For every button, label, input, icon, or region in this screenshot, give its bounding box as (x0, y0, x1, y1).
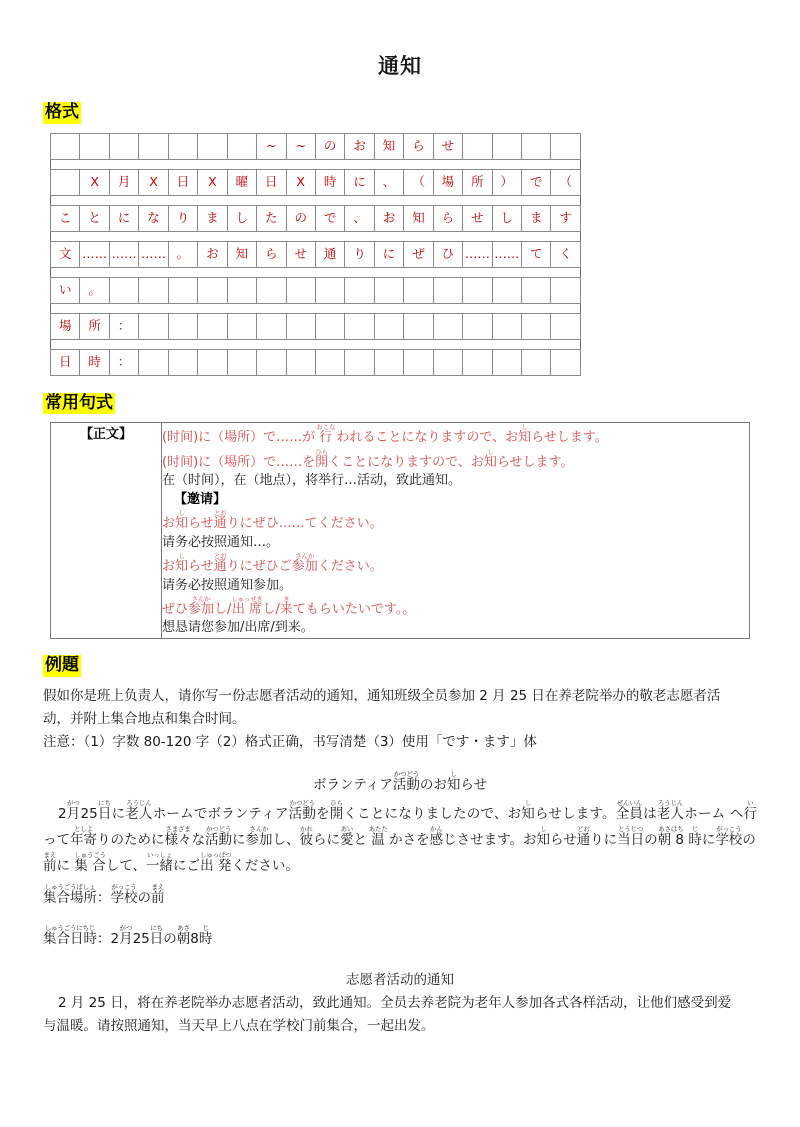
format-grid-cell[interactable]: に (109, 205, 138, 231)
format-grid-cell[interactable] (168, 313, 197, 339)
format-grid-cell[interactable] (551, 277, 580, 303)
phrase-line: (时间)に（場所）で……を開ひらくことになりますので、お知しらせします。 (162, 447, 574, 470)
format-grid-cell[interactable]: こ (51, 205, 80, 231)
format-grid-cell[interactable] (286, 349, 315, 375)
format-grid-cell[interactable] (433, 277, 462, 303)
furigana: し (521, 798, 535, 807)
format-grid-cell[interactable] (198, 349, 227, 375)
ruby-text: 知し (521, 798, 535, 822)
furigana: あたた (368, 824, 388, 833)
ruby-text: 愛あい (340, 824, 354, 848)
format-grid-cell[interactable]: （ (404, 169, 433, 195)
format-grid-cell[interactable]: の (286, 205, 315, 231)
format-grid-cell[interactable] (374, 313, 403, 339)
furigana: しゅうごうにちじ (43, 924, 97, 933)
example-prompt-block (43, 685, 757, 755)
format-grid-cell[interactable]: ぜ (404, 241, 433, 267)
format-grid-cell[interactable]: X (80, 169, 109, 195)
format-grid-row (51, 169, 581, 195)
example-prompt-line-2: 动，并附上集合地点和集合时间。 (43, 710, 246, 727)
format-grid-cell[interactable]: し (227, 205, 256, 231)
format-grid-cell[interactable]: す (551, 205, 580, 231)
format-grid-cell[interactable]: X (198, 169, 227, 195)
japanese-answer-paragraph (43, 799, 757, 880)
phrase-line: 请务必按照通知参加。 (162, 577, 293, 593)
format-grid-cell[interactable] (139, 349, 168, 375)
ruby-text: 活動かつどう (205, 824, 232, 848)
format-grid-cell[interactable]: 所 (463, 169, 492, 195)
format-grid-spacer-row (51, 303, 581, 313)
section-heading-example-row (0, 655, 800, 677)
ruby-text: 集合日時しゅうごうにちじ (43, 924, 97, 948)
format-grid-cell[interactable] (139, 313, 168, 339)
format-grid-cell[interactable] (51, 169, 80, 195)
furigana: ぜんいん (615, 798, 643, 807)
chinese-answer-line-1: 2 月 25 日，将在养老院举办志愿者活动，致此通知。全员去养老院为老年人参加各式各样活动，让他们感受到爱 (58, 995, 732, 1012)
chinese-answer-block (43, 968, 757, 1039)
format-grid-cell[interactable] (522, 349, 551, 375)
format-grid-cell[interactable]: 知 (227, 241, 256, 267)
format-grid-row (51, 133, 581, 159)
japanese-answer-line: 2月がつ25日にちに老人ろうじんホームでボランティア活動かつどうを開ひらくことになりましたので、お知しらせします。全員ぜんいんは老人ろうじんホーム (58, 798, 726, 822)
furigana: かん (429, 824, 444, 833)
ruby-text: 行おこな (316, 423, 336, 446)
format-grid-cell[interactable] (315, 277, 344, 303)
format-grid-cell[interactable]: ま (522, 205, 551, 231)
format-grid-cell[interactable]: し (492, 205, 521, 231)
ruby-text: 全員ぜんいん (615, 798, 644, 822)
ruby-text: 通どお (576, 824, 591, 848)
format-grid-cell[interactable]: 月 (109, 169, 138, 195)
format-grid-cell[interactable]: 日 (257, 169, 286, 195)
section-heading-phrases-row (0, 393, 800, 415)
format-grid-cell[interactable] (198, 313, 227, 339)
ruby-text: 時じ (198, 924, 213, 948)
ruby-text: 知し (175, 509, 189, 532)
ruby-text: 彼かれ (299, 824, 313, 848)
format-grid-cell[interactable] (80, 133, 109, 159)
format-grid-table (50, 133, 581, 376)
format-grid-cell[interactable]: な (139, 205, 168, 231)
ruby-text: 知し (446, 770, 461, 794)
furigana: まえ (43, 850, 57, 859)
phrase-line-list (162, 423, 749, 638)
format-grid-cell[interactable]: X (286, 169, 315, 195)
format-grid-cell[interactable] (257, 349, 286, 375)
format-grid-cell[interactable]: で (315, 205, 344, 231)
ruby-text: 知し (175, 552, 189, 575)
format-grid-cell[interactable]: お (345, 133, 374, 159)
format-grid-row (51, 241, 581, 267)
furigana: じ (688, 824, 702, 833)
format-grid-cell[interactable]: …… (492, 241, 521, 267)
furigana: おこな (316, 423, 336, 432)
format-grid-cell[interactable]: た (257, 205, 286, 231)
format-grid-cell[interactable]: せ (463, 205, 492, 231)
ruby-text: 通とお (213, 552, 227, 575)
ruby-text: 前まえ (151, 882, 165, 906)
format-grid-cell[interactable]: 日 (168, 169, 197, 195)
format-grid-row (51, 277, 581, 303)
ruby-text: 出 発しゅっぱつ (199, 850, 232, 874)
furigana: しゅっせき (231, 595, 263, 603)
format-grid-cell[interactable] (168, 133, 197, 159)
furigana: かつどう (392, 770, 420, 779)
furigana: あい (340, 824, 354, 833)
ruby-text: 参加さんか (245, 824, 273, 848)
format-grid-cell[interactable]: ~ (257, 133, 286, 159)
ruby-text: 参加さんか (291, 552, 318, 575)
format-grid-cell[interactable] (522, 133, 551, 159)
format-grid-cell[interactable] (198, 133, 227, 159)
ruby-text: 感かん (429, 824, 444, 848)
furigana: し (175, 552, 189, 561)
ruby-text: 月がつ (119, 924, 133, 948)
furigana: しゅっぱつ (199, 850, 232, 859)
furigana: あさ (176, 924, 191, 933)
page-title: 通知 (378, 53, 422, 78)
format-grid-cell[interactable] (109, 277, 138, 303)
format-grid-row (51, 205, 581, 231)
format-grid-cell[interactable]: 、 (345, 205, 374, 231)
phrase-table (50, 422, 750, 639)
format-grid-cell[interactable]: ら (433, 205, 462, 231)
format-grid-cell[interactable] (551, 133, 580, 159)
furigana: ろうじん (656, 798, 685, 807)
format-grid-cell[interactable] (404, 313, 433, 339)
format-grid-cell[interactable]: …… (463, 241, 492, 267)
furigana: しゅうごうばしょ (43, 882, 97, 891)
ruby-text: 集合場所しゅうごうばしょ (43, 882, 97, 906)
ruby-text: 時じ (688, 824, 702, 848)
ruby-text: 通とお (213, 509, 227, 532)
ruby-text: 活動かつどう (288, 798, 317, 822)
furigana: じ (198, 924, 213, 933)
section-heading-phrases: 常用句式 (45, 392, 113, 413)
format-grid-cell[interactable]: ~ (286, 133, 315, 159)
phrase-line: 在（时间），在（地点），将举行…活动，致此通知。 (162, 473, 462, 489)
ruby-text: 温あたた (368, 824, 388, 848)
format-grid-spacer-row (51, 339, 581, 349)
format-grid-cell[interactable] (168, 277, 197, 303)
format-grid-cell[interactable] (433, 313, 462, 339)
format-grid-cell[interactable]: …… (139, 241, 168, 267)
japanese-answer-meeting-datetime: 集合日時しゅうごうにちじ：2月がつ25日にちの朝あさ8時じ (43, 924, 213, 948)
format-grid-cell[interactable] (286, 313, 315, 339)
phrase-line: お知しらせ通とおりにぜひご参加さんかください。 (162, 552, 383, 575)
format-grid-cell[interactable] (286, 277, 315, 303)
format-grid-cell[interactable] (404, 349, 433, 375)
format-grid-cell[interactable]: 時 (80, 349, 109, 375)
phrase-line: 想恳请您参加/出席/到来。 (162, 620, 314, 636)
furigana: かれ (299, 824, 313, 833)
format-grid-cell[interactable] (227, 133, 256, 159)
format-grid-cell[interactable]: り (168, 205, 197, 231)
format-grid-cell[interactable] (198, 277, 227, 303)
format-grid-cell[interactable] (463, 277, 492, 303)
japanese-answer-meeting-place: 集合場所しゅうごうばしょ：学校がっこうの前まえ (43, 882, 165, 906)
format-grid-cell[interactable] (109, 133, 138, 159)
format-grid-cell[interactable] (227, 349, 256, 375)
format-grid-cell[interactable]: い (51, 277, 80, 303)
section-heading-example: 例題 (45, 654, 79, 675)
furigana: し (518, 423, 532, 432)
furigana: いっしょ (145, 850, 173, 859)
ruby-text: 年寄としよ (70, 824, 97, 848)
chinese-answer-line-2: 与温暖。请按照通知，当天早上八点在学校门前集合，一起出发。 (43, 1018, 435, 1035)
phrase-line: お知しらせ通とおりにぜひ……てください。 (162, 509, 383, 532)
format-grid-cell[interactable]: 、 (374, 169, 403, 195)
phrase-label-cell: 【正文】 (51, 423, 162, 639)
format-grid-cell[interactable] (315, 349, 344, 375)
phrase-line: (时间)に（場所）で……が 行おこな われることになりますので、お知しらせします。 (162, 423, 608, 446)
phrase-line: 请务必按照通知…。 (162, 534, 280, 550)
furigana: どお (576, 824, 591, 833)
ruby-text: 日にち (97, 798, 112, 822)
ruby-text: 老人ろうじん (125, 798, 153, 822)
format-grid-cell[interactable]: せ (433, 133, 462, 159)
example-notice-line: 注意：（1）字数 80-120 字（2）格式正确，书写清楚（3）使用「です・ます」体 (43, 734, 537, 751)
japanese-answer-line: へ行いって年寄としよりのために様々さまざまな活動かつどうに参加さんかし、彼かれらに愛あいと 温あたた かさを感かんじさせます。お知しらせ通どおりに当日とうじつの朝 8あさはち (43, 798, 758, 848)
format-grid-spacer-row (51, 267, 581, 277)
furigana: さまざま (164, 824, 192, 833)
ruby-text: 一緒いっしょ (145, 850, 173, 874)
ruby-text: 知し (536, 824, 551, 848)
format-grid-cell[interactable] (433, 349, 462, 375)
format-grid-cell[interactable] (51, 133, 80, 159)
furigana: あさはち (657, 824, 685, 833)
ruby-text: 月がつ (66, 798, 81, 822)
format-grid-cell[interactable] (227, 313, 256, 339)
format-grid-cell[interactable]: ） (492, 169, 521, 195)
furigana: がつ (119, 924, 133, 933)
ruby-text: 老人ろうじん (656, 798, 685, 822)
format-grid-spacer-cell (51, 267, 581, 277)
japanese-answer-line: 時じに学校がっこうの前まえに 集 合しゅうごうして、一緒いっしょにご出 発しゅっぱつください。 (43, 824, 756, 874)
format-grid-cell[interactable]: 場 (51, 313, 80, 339)
format-grid-cell[interactable]: ： (109, 349, 138, 375)
furigana: ろうじん (125, 798, 153, 807)
format-grid-cell[interactable]: で (522, 169, 551, 195)
furigana: し (483, 447, 497, 456)
ruby-text: 様々さまざま (164, 824, 192, 848)
phrase-table-row (51, 423, 750, 639)
format-grid-cell[interactable]: ら (257, 241, 286, 267)
format-grid-cell[interactable]: に (345, 169, 374, 195)
phrase-line: 【邀请】 (174, 491, 227, 507)
format-grid-cell[interactable]: 所 (80, 313, 109, 339)
ruby-text: 朝あさ (176, 924, 191, 948)
furigana: まえ (151, 882, 165, 891)
ruby-text: 出 席しゅっせき (231, 595, 263, 617)
furigana: にち (97, 798, 112, 807)
format-grid-spacer-row (51, 159, 581, 169)
format-grid-body (51, 133, 581, 375)
format-grid-cell[interactable]: 知 (404, 205, 433, 231)
format-grid-cell[interactable]: （ (551, 169, 580, 195)
furigana: ひら (315, 447, 329, 456)
format-grid-wrapper (50, 133, 572, 376)
chinese-answer-title: 志愿者活动的通知 (346, 971, 454, 988)
furigana: しゅうごう (74, 850, 106, 859)
furigana: さんか (245, 824, 273, 833)
format-grid-cell[interactable] (345, 313, 374, 339)
format-grid-cell[interactable]: ひ (433, 241, 462, 267)
furigana: し (175, 509, 189, 518)
format-grid-spacer-cell (51, 195, 581, 205)
ruby-text: 知し (483, 447, 497, 470)
format-grid-cell[interactable] (374, 277, 403, 303)
format-grid-cell[interactable] (551, 313, 580, 339)
furigana: ひら (329, 798, 344, 807)
furigana: とうじつ (617, 824, 645, 833)
phrase-line: ぜひ参加さんかし/出 席しゅっせきし/来きてもらいたいです。。 (162, 595, 416, 617)
format-grid-cell[interactable] (522, 277, 551, 303)
format-grid-cell[interactable]: ら (404, 133, 433, 159)
format-grid-cell[interactable]: …… (80, 241, 109, 267)
format-grid-cell[interactable] (345, 349, 374, 375)
phrase-body-cell (162, 423, 750, 639)
furigana: としよ (70, 824, 97, 833)
ruby-text: 前まえ (43, 850, 57, 874)
format-grid-cell[interactable]: お (198, 241, 227, 267)
ruby-text: 来き (279, 595, 293, 617)
format-grid-cell[interactable]: せ (286, 241, 315, 267)
format-grid-cell[interactable] (522, 313, 551, 339)
format-grid-cell[interactable]: ： (109, 313, 138, 339)
ruby-text: 開ひら (329, 798, 344, 822)
format-grid-spacer-row (51, 195, 581, 205)
ruby-text: 活動かつどう (392, 770, 420, 794)
format-grid-cell[interactable] (404, 277, 433, 303)
format-grid-cell[interactable]: 通 (315, 241, 344, 267)
format-grid-cell[interactable] (492, 349, 521, 375)
format-grid-cell[interactable] (257, 313, 286, 339)
japanese-answer-block (43, 770, 757, 953)
format-grid-cell[interactable] (139, 277, 168, 303)
format-grid-cell[interactable]: 文 (51, 241, 80, 267)
format-grid-spacer-cell (51, 303, 581, 313)
furigana: かつどう (205, 824, 232, 833)
furigana: がつ (66, 798, 81, 807)
format-grid-cell[interactable] (168, 349, 197, 375)
format-grid-cell[interactable] (492, 277, 521, 303)
ruby-text: 朝 8あさはち (657, 824, 685, 848)
format-grid-cell[interactable] (257, 277, 286, 303)
furigana: き (279, 595, 293, 603)
format-grid-cell[interactable]: 曜 (227, 169, 256, 195)
ruby-text: 知し (518, 423, 532, 446)
format-grid-cell[interactable] (463, 133, 492, 159)
format-grid-cell[interactable]: 場 (433, 169, 462, 195)
ruby-text: 参加さんか (188, 595, 215, 617)
japanese-answer-title: ボランティア活動かつどうのお知しらせ (312, 770, 488, 794)
format-grid-cell[interactable]: 知 (374, 133, 403, 159)
format-grid-cell[interactable] (463, 313, 492, 339)
format-grid-cell[interactable]: ま (198, 205, 227, 231)
furigana: し (446, 770, 461, 779)
ruby-text: 学校がっこう (715, 824, 743, 848)
format-grid-cell[interactable] (463, 349, 492, 375)
format-grid-spacer-cell (51, 159, 581, 169)
format-grid-cell[interactable]: く (551, 241, 580, 267)
format-grid-cell[interactable]: り (345, 241, 374, 267)
format-grid-row (51, 349, 581, 375)
furigana: がっこう (110, 882, 138, 891)
furigana: し (536, 824, 551, 833)
ruby-text: 学校がっこう (110, 882, 138, 906)
format-grid-cell[interactable]: て (522, 241, 551, 267)
example-prompt-line-1: 假如你是班上负责人，请你写一份志愿者活动的通知，通知班级全员参加 2 月 25 日在养老院举办的敬老志愿者活 (43, 687, 721, 704)
furigana: にち (149, 924, 164, 933)
furigana: さんか (188, 595, 215, 603)
format-grid-cell[interactable] (492, 133, 521, 159)
format-grid-cell[interactable]: 。 (168, 241, 197, 267)
format-grid-cell[interactable] (345, 277, 374, 303)
format-grid-cell[interactable] (139, 133, 168, 159)
format-grid-cell[interactable] (315, 313, 344, 339)
format-grid-spacer-row (51, 231, 581, 241)
format-grid-cell[interactable] (374, 349, 403, 375)
format-grid-cell[interactable]: の (315, 133, 344, 159)
format-grid-cell[interactable]: と (80, 205, 109, 231)
format-grid-spacer-cell (51, 339, 581, 349)
format-grid-cell[interactable]: …… (109, 241, 138, 267)
ruby-text: 日にち (149, 924, 164, 948)
format-grid-cell[interactable]: お (374, 205, 403, 231)
format-grid-cell[interactable] (227, 277, 256, 303)
ruby-text: 当日とうじつ (617, 824, 645, 848)
format-grid-cell[interactable]: 。 (80, 277, 109, 303)
ruby-text: 集 合しゅうごう (74, 850, 106, 874)
format-grid-cell[interactable]: X (139, 169, 168, 195)
furigana: とお (213, 552, 227, 561)
furigana: さんか (291, 552, 318, 561)
format-grid-cell[interactable] (492, 313, 521, 339)
format-grid-spacer-cell (51, 231, 581, 241)
furigana: かつどう (288, 798, 316, 807)
furigana: とお (213, 509, 227, 518)
ruby-text: 開ひら (315, 447, 329, 470)
format-grid-row (51, 313, 581, 339)
ruby-text: 行い (743, 798, 758, 822)
format-grid-cell[interactable]: 日 (51, 349, 80, 375)
section-heading-format-row (0, 102, 800, 124)
format-grid-cell[interactable]: 時 (315, 169, 344, 195)
format-grid-cell[interactable]: に (374, 241, 403, 267)
furigana: がっこう (715, 824, 743, 833)
format-grid-cell[interactable] (551, 349, 580, 375)
phrase-table-wrapper (50, 422, 750, 639)
section-heading-format: 格式 (45, 102, 79, 122)
furigana: い (743, 798, 758, 807)
